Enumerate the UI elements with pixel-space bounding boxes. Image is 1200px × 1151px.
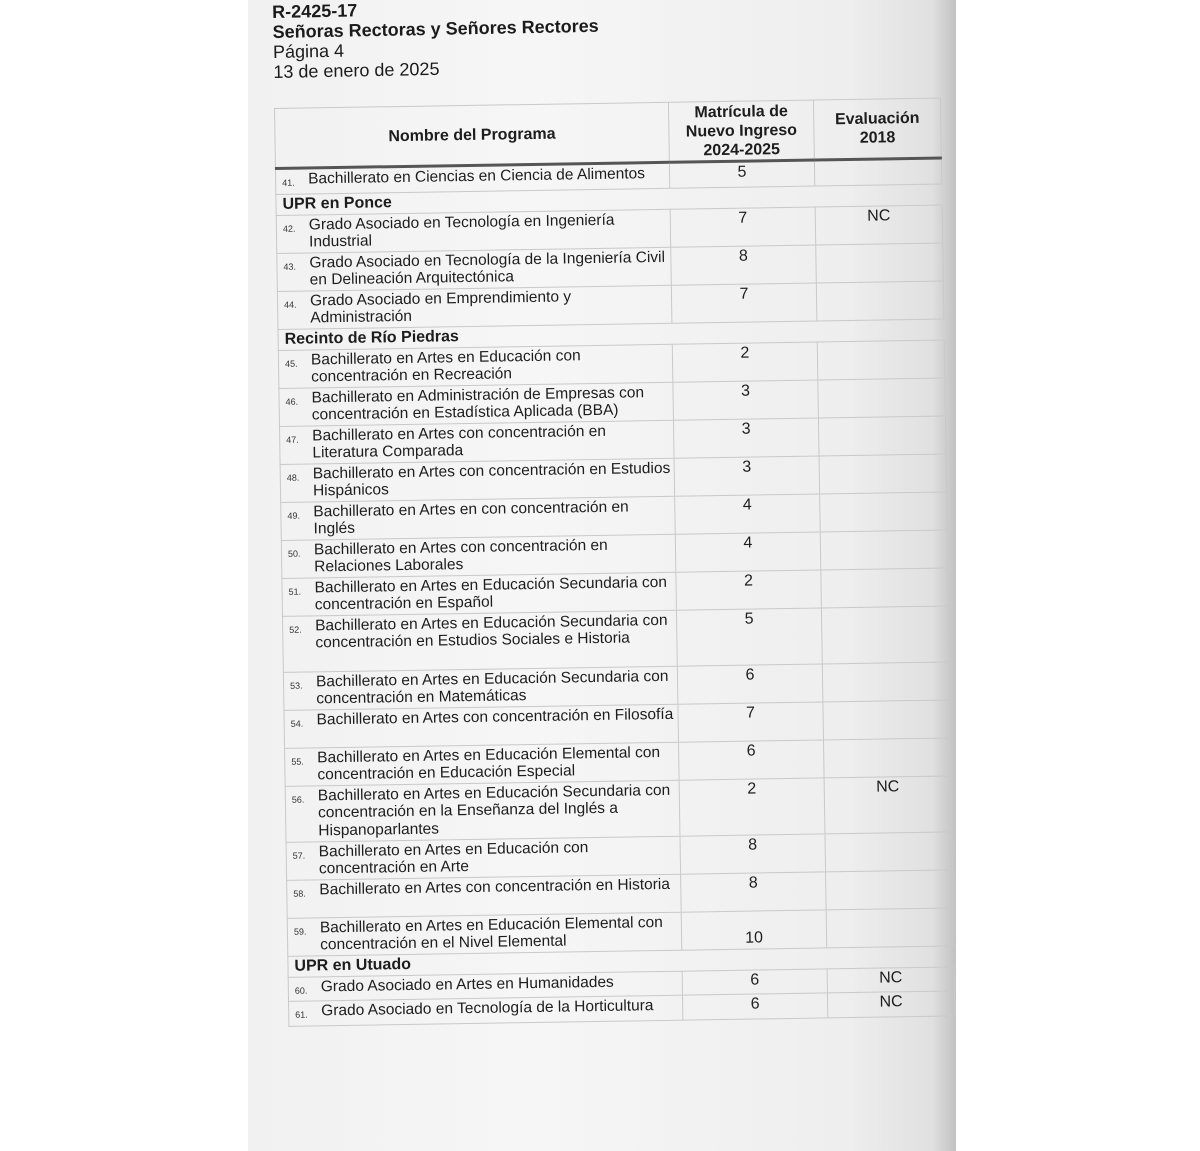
row-number: 58. xyxy=(293,888,306,899)
column-header-name: Nombre del Programa xyxy=(275,102,670,168)
row-number: 54. xyxy=(290,718,304,729)
program-name: Bachillerato en Artes en Educación con concentración en Recreación xyxy=(310,346,581,386)
document-page xyxy=(248,0,956,1151)
row-number: 48. xyxy=(286,472,300,483)
program-name: Bachillerato en Artes con concentración en Relaciones Laborales xyxy=(313,536,608,576)
evaluacion-value xyxy=(821,605,949,663)
matricula-value: 4 xyxy=(675,531,821,571)
evaluacion-value: NC xyxy=(815,205,943,245)
evaluacion-value xyxy=(820,491,948,531)
matricula-value: 5 xyxy=(676,607,822,665)
program-name: Bachillerato en Artes en Educación Secundaria con concentración en Español xyxy=(314,573,668,614)
evaluacion-value xyxy=(821,567,949,607)
evaluacion-value: NC xyxy=(827,966,954,992)
evaluacion-value xyxy=(826,907,954,947)
program-name: Bachillerato en Artes en Educación Secundaria con concentración en la Enseñanza del Inglés a Hispanoparlantes xyxy=(317,781,671,839)
matricula-value: 10 xyxy=(681,909,827,949)
evaluacion-value xyxy=(816,243,944,283)
matricula-value: 7 xyxy=(678,701,824,741)
row-number: 49. xyxy=(287,510,300,521)
evaluacion-value xyxy=(818,377,946,417)
program-name: Bachillerato en Artes con concentración en Estudios Hispánicos xyxy=(312,459,671,500)
programs-table xyxy=(274,98,955,1027)
program-name: Bachillerato en Artes en Educación Secundaria con concentración en Matemáticas xyxy=(315,667,669,708)
evaluacion-value: NC xyxy=(827,991,954,1017)
addressee: Señoras Rectoras y Señores Rectores xyxy=(272,15,599,42)
matricula-value: 7 xyxy=(670,207,816,247)
row-number: 52. xyxy=(289,624,302,635)
letter-header xyxy=(272,0,600,82)
matricula-value: 2 xyxy=(672,341,818,381)
program-name: Bachillerato en Artes con concentración en Filosofía xyxy=(316,705,674,728)
row-number: 61. xyxy=(295,1009,308,1020)
evaluacion-value xyxy=(818,415,946,455)
program-name: Grado Asociado en Tecnología de la Ingeniería Civil en Delineación Arquitectónica xyxy=(309,248,666,289)
matricula-value: 7 xyxy=(671,283,817,323)
table-row xyxy=(282,605,949,671)
evaluacion-value: NC xyxy=(824,775,952,833)
evaluacion-value xyxy=(822,661,950,701)
evaluacion-value xyxy=(814,158,941,185)
evaluacion-value xyxy=(820,529,948,569)
evaluacion-value xyxy=(816,281,944,321)
row-number: 59. xyxy=(293,926,307,937)
evaluacion-value xyxy=(823,699,951,739)
letter-date: 13 de enero de 2025 xyxy=(273,58,440,82)
program-name: Bachillerato en Ciencias en Ciencia de Alimentos xyxy=(307,165,646,188)
matricula-value: 3 xyxy=(674,455,820,495)
row-number: 41. xyxy=(282,177,295,188)
matricula-value: 3 xyxy=(673,379,819,419)
row-number: 47. xyxy=(286,434,299,445)
program-name: Bachillerato en Administración de Empresas con concentración en Estadística Aplicada (BBA) xyxy=(311,383,645,424)
program-name: Bachillerato en Artes con concentración en Historia xyxy=(319,875,671,898)
matricula-value: 8 xyxy=(681,871,827,911)
evaluacion-value xyxy=(823,737,951,777)
table-header-row xyxy=(275,98,942,168)
section-title: UPR en Utuado xyxy=(288,945,954,976)
row-number: 56. xyxy=(291,794,305,805)
reference-number: R-2425-17 xyxy=(272,0,358,22)
row-number: 57. xyxy=(292,850,306,861)
table-row xyxy=(285,775,952,841)
matricula-value: 3 xyxy=(673,417,819,457)
row-number: 43. xyxy=(283,261,297,272)
row-number: 51. xyxy=(288,586,302,597)
program-name: Grado Asociado en Tecnología en Ingeniería Industrial xyxy=(308,211,615,251)
program-name: Bachillerato en Artes en Educación con concentración en Arte xyxy=(318,838,589,878)
program-name: Grado Asociado en Tecnología de la Horticultura xyxy=(321,997,654,1020)
column-header-matricula: Matrícula de Nuevo Ingreso 2024-2025 xyxy=(668,100,814,162)
program-name: Grado Asociado en Artes en Humanidades xyxy=(320,973,614,995)
row-number: 60. xyxy=(294,985,308,996)
programs-table-wrapper xyxy=(274,97,956,1026)
row-number: 55. xyxy=(291,756,304,767)
row-number: 45. xyxy=(284,358,298,369)
row-number: 50. xyxy=(287,548,301,559)
matricula-value: 6 xyxy=(677,663,823,703)
page-number: Página 4 xyxy=(272,40,345,62)
section-title: UPR en Ponce xyxy=(276,184,942,215)
evaluacion-value xyxy=(826,869,954,909)
section-title: Recinto de Río Piedras xyxy=(278,319,944,350)
evaluacion-value xyxy=(817,340,945,380)
matricula-value: 6 xyxy=(679,739,825,779)
matricula-value: 6 xyxy=(682,993,827,1020)
program-name: Bachillerato en Artes en Educación Elemental con concentración en el Nivel Elemental xyxy=(319,913,663,954)
row-number: 42. xyxy=(282,223,296,234)
program-name: Bachillerato en Artes en Educación Secundaria con concentración en Estudios Sociales e Historia xyxy=(314,611,668,652)
row-number: 53. xyxy=(289,680,303,691)
matricula-value: 8 xyxy=(671,245,817,285)
program-name: Bachillerato en Artes con concentración en Literatura Comparada xyxy=(312,422,607,462)
matricula-value: 6 xyxy=(682,968,827,995)
matricula-value: 2 xyxy=(676,569,822,609)
row-number: 44. xyxy=(284,299,297,310)
evaluacion-value xyxy=(819,453,947,493)
matricula-value: 2 xyxy=(679,777,825,835)
column-header-evaluacion: Evaluación 2018 xyxy=(813,98,941,160)
program-name: Bachillerato en Artes en Educación Elemental con concentración en Educación Especial xyxy=(317,743,661,784)
program-name: Bachillerato en Artes en con concentración en Inglés xyxy=(313,497,629,538)
matricula-value: 4 xyxy=(675,493,821,533)
program-name: Grado Asociado en Emprendimiento y Administración xyxy=(309,287,572,327)
matricula-value: 5 xyxy=(669,160,814,188)
matricula-value: 8 xyxy=(680,833,826,873)
evaluacion-value xyxy=(825,831,953,871)
row-number: 46. xyxy=(285,396,299,407)
